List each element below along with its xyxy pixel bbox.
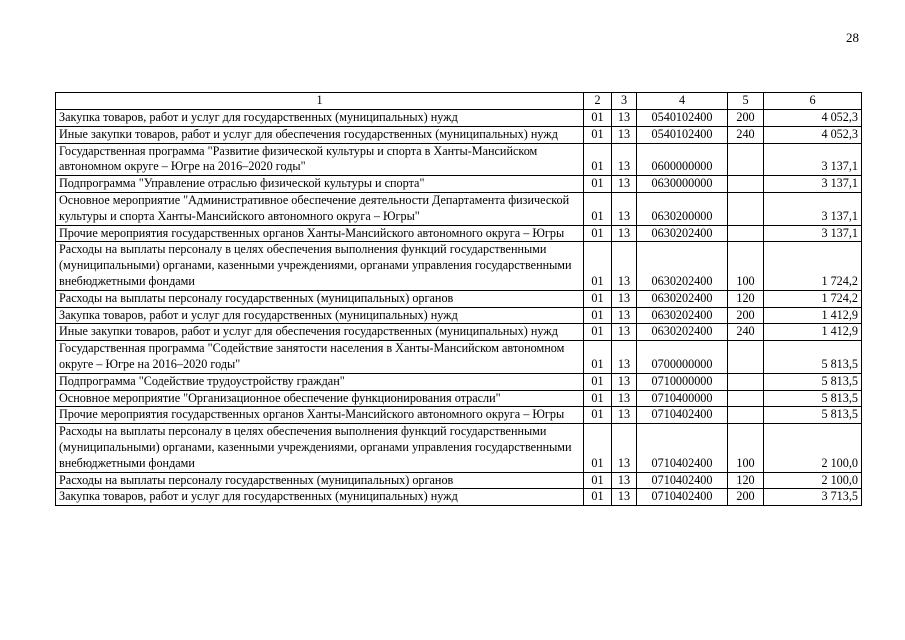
column-header: 6 — [764, 93, 862, 110]
row-name-cell: Закупка товаров, работ и услуг для государственных (муниципальных) нужд — [56, 489, 584, 506]
target-code-cell: 0630200000 — [637, 192, 728, 225]
expense-type-cell: 240 — [728, 126, 764, 143]
row-name-cell: Прочие мероприятия государственных органов Ханты-Мансийского автономного округа – Югры — [56, 225, 584, 242]
amount-cell: 3 137,1 — [764, 176, 862, 193]
row-name-cell: Расходы на выплаты персоналу в целях обеспечения выполнения функций государственными (муниципальными) органами, казенными учреждениями, органами управления государственными внебюджетными фондами — [56, 424, 584, 472]
target-code-cell: 0600000000 — [637, 143, 728, 176]
table-row — [56, 176, 862, 193]
target-code-cell: 0700000000 — [637, 341, 728, 374]
section-code-cell: 01 — [584, 324, 612, 341]
expense-type-cell: 120 — [728, 472, 764, 489]
subsection-code-cell: 13 — [612, 373, 637, 390]
target-code-cell: 0710400000 — [637, 390, 728, 407]
expense-type-cell — [728, 192, 764, 225]
table-header-row — [56, 93, 862, 110]
amount-cell: 3 137,1 — [764, 143, 862, 176]
budget-table — [55, 92, 862, 506]
expense-type-cell: 200 — [728, 110, 764, 127]
table-row — [56, 407, 862, 424]
subsection-code-cell: 13 — [612, 225, 637, 242]
expense-type-cell: 100 — [728, 242, 764, 290]
section-code-cell: 01 — [584, 126, 612, 143]
target-code-cell: 0540102400 — [637, 126, 728, 143]
subsection-code-cell: 13 — [612, 110, 637, 127]
subsection-code-cell: 13 — [612, 307, 637, 324]
row-name-cell: Основное мероприятие "Административное обеспечение деятельности Департамента физической культуры и спорта Ханты-Мансийского автономного округа – Югры" — [56, 192, 584, 225]
amount-cell: 3 713,5 — [764, 489, 862, 506]
section-code-cell: 01 — [584, 472, 612, 489]
table-row — [56, 373, 862, 390]
row-name-cell: Государственная программа "Развитие физической культуры и спорта в Ханты-Мансийском автономном округе – Югре на 2016–2020 годы" — [56, 143, 584, 176]
expense-type-cell — [728, 407, 764, 424]
table-row — [56, 225, 862, 242]
target-code-cell: 0710402400 — [637, 424, 728, 472]
subsection-code-cell: 13 — [612, 341, 637, 374]
section-code-cell: 01 — [584, 373, 612, 390]
row-name-cell: Расходы на выплаты персоналу в целях обеспечения выполнения функций государственными (муниципальными) органами, казенными учреждениями, органами управления государственными внебюджетными фондами — [56, 242, 584, 290]
table-row — [56, 489, 862, 506]
column-header: 5 — [728, 93, 764, 110]
section-code-cell: 01 — [584, 110, 612, 127]
table-body — [56, 110, 862, 506]
subsection-code-cell: 13 — [612, 242, 637, 290]
expense-type-cell: 240 — [728, 324, 764, 341]
section-code-cell: 01 — [584, 290, 612, 307]
target-code-cell: 0630202400 — [637, 307, 728, 324]
section-code-cell: 01 — [584, 390, 612, 407]
row-name-cell: Закупка товаров, работ и услуг для государственных (муниципальных) нужд — [56, 110, 584, 127]
table-row — [56, 110, 862, 127]
section-code-cell: 01 — [584, 341, 612, 374]
amount-cell: 1 724,2 — [764, 242, 862, 290]
expense-type-cell: 200 — [728, 489, 764, 506]
section-code-cell: 01 — [584, 192, 612, 225]
target-code-cell: 0540102400 — [637, 110, 728, 127]
amount-cell: 3 137,1 — [764, 225, 862, 242]
table-row — [56, 307, 862, 324]
subsection-code-cell: 13 — [612, 290, 637, 307]
amount-cell: 5 813,5 — [764, 407, 862, 424]
row-name-cell: Подпрограмма "Содействие трудоустройству граждан" — [56, 373, 584, 390]
table-row — [56, 192, 862, 225]
table-row — [56, 242, 862, 290]
expense-type-cell — [728, 176, 764, 193]
amount-cell: 5 813,5 — [764, 341, 862, 374]
target-code-cell: 0710402400 — [637, 489, 728, 506]
subsection-code-cell: 13 — [612, 192, 637, 225]
row-name-cell: Прочие мероприятия государственных органов Ханты-Мансийского автономного округа – Югры — [56, 407, 584, 424]
target-code-cell: 0630202400 — [637, 225, 728, 242]
expense-type-cell: 200 — [728, 307, 764, 324]
row-name-cell: Расходы на выплаты персоналу государственных (муниципальных) органов — [56, 472, 584, 489]
subsection-code-cell: 13 — [612, 489, 637, 506]
row-name-cell: Иные закупки товаров, работ и услуг для обеспечения государственных (муниципальных) нужд — [56, 324, 584, 341]
amount-cell: 1 412,9 — [764, 307, 862, 324]
table-row — [56, 143, 862, 176]
section-code-cell: 01 — [584, 225, 612, 242]
column-header: 2 — [584, 93, 612, 110]
subsection-code-cell: 13 — [612, 176, 637, 193]
target-code-cell: 0630202400 — [637, 324, 728, 341]
section-code-cell: 01 — [584, 407, 612, 424]
amount-cell: 5 813,5 — [764, 390, 862, 407]
expense-type-cell: 100 — [728, 424, 764, 472]
subsection-code-cell: 13 — [612, 324, 637, 341]
target-code-cell: 0710402400 — [637, 472, 728, 489]
amount-cell: 4 052,3 — [764, 126, 862, 143]
expense-type-cell — [728, 373, 764, 390]
table-row — [56, 424, 862, 472]
expense-type-cell — [728, 143, 764, 176]
table-row — [56, 126, 862, 143]
amount-cell: 3 137,1 — [764, 192, 862, 225]
target-code-cell: 0630000000 — [637, 176, 728, 193]
row-name-cell: Иные закупки товаров, работ и услуг для обеспечения государственных (муниципальных) нужд — [56, 126, 584, 143]
table-row — [56, 472, 862, 489]
section-code-cell: 01 — [584, 143, 612, 176]
amount-cell: 2 100,0 — [764, 472, 862, 489]
column-header: 4 — [637, 93, 728, 110]
section-code-cell: 01 — [584, 176, 612, 193]
section-code-cell: 01 — [584, 489, 612, 506]
table-row — [56, 290, 862, 307]
subsection-code-cell: 13 — [612, 424, 637, 472]
expense-type-cell — [728, 225, 764, 242]
amount-cell: 4 052,3 — [764, 110, 862, 127]
row-name-cell: Государственная программа "Содействие занятости населения в Ханты-Мансийском автономном округе – Югре на 2016–2020 годы" — [56, 341, 584, 374]
section-code-cell: 01 — [584, 307, 612, 324]
row-name-cell: Подпрограмма "Управление отраслью физической культуры и спорта" — [56, 176, 584, 193]
expense-type-cell: 120 — [728, 290, 764, 307]
column-header: 3 — [612, 93, 637, 110]
amount-cell: 1 724,2 — [764, 290, 862, 307]
target-code-cell: 0630202400 — [637, 242, 728, 290]
section-code-cell: 01 — [584, 424, 612, 472]
row-name-cell: Расходы на выплаты персоналу государственных (муниципальных) органов — [56, 290, 584, 307]
table-row — [56, 324, 862, 341]
expense-type-cell — [728, 341, 764, 374]
row-name-cell: Закупка товаров, работ и услуг для государственных (муниципальных) нужд — [56, 307, 584, 324]
target-code-cell: 0630202400 — [637, 290, 728, 307]
section-code-cell: 01 — [584, 242, 612, 290]
amount-cell: 2 100,0 — [764, 424, 862, 472]
subsection-code-cell: 13 — [612, 126, 637, 143]
page-number: 28 — [846, 30, 859, 45]
amount-cell: 5 813,5 — [764, 373, 862, 390]
table-row — [56, 341, 862, 374]
target-code-cell: 0710402400 — [637, 407, 728, 424]
row-name-cell: Основное мероприятие "Организационное обеспечение функционирования отрасли" — [56, 390, 584, 407]
expense-type-cell — [728, 390, 764, 407]
subsection-code-cell: 13 — [612, 390, 637, 407]
subsection-code-cell: 13 — [612, 472, 637, 489]
table-row — [56, 390, 862, 407]
subsection-code-cell: 13 — [612, 407, 637, 424]
amount-cell: 1 412,9 — [764, 324, 862, 341]
target-code-cell: 0710000000 — [637, 373, 728, 390]
subsection-code-cell: 13 — [612, 143, 637, 176]
column-header: 1 — [56, 93, 584, 110]
